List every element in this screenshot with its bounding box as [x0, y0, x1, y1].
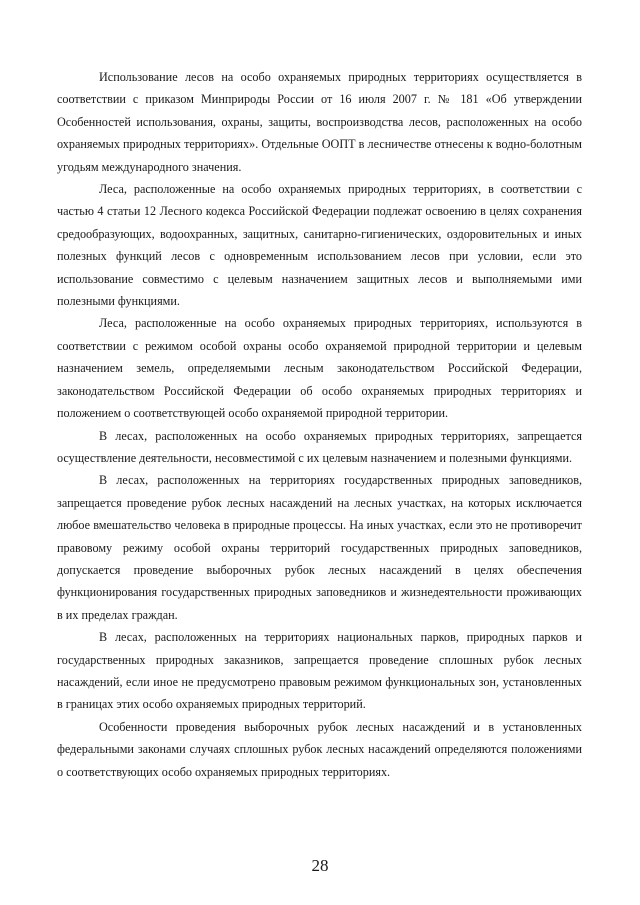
- paragraph-2: Леса, расположенные на особо охраняемых природных территориях, в соответствии с частью 4 статьи 12 Лесного кодекса Российской Федерации подлежат освоению в целях сохранения средообразующих, водоохранных, защитных, санитарно-гигиенических, оздоровительных и иных полезных функций лесов с одновременным использованием лесов при условии, если это использование совместимо с целевым назначением защитных лесов и выполняемыми ими полезными функциями.: [57, 182, 582, 309]
- paragraph-1: Использование лесов на особо охраняемых природных территориях осуществляется в соответствии с приказом Минприроды России от 16 июля 2007 г. № 181 «Об утверждении Особенностей использования, охраны, защиты, воспроизводства лесов, расположенных на особо охраняемых природных территориях». Отдельные ООПТ в лесничестве отнесены к водно-болотным угодьям международного значения.: [57, 70, 582, 174]
- paragraph-7: Особенности проведения выборочных рубок лесных насаждений и в установленных федеральными законами случаях сплошных рубок лесных насаждений определяются положениями о соответствующих особо охраняемых природных территориях.: [57, 719, 582, 779]
- paragraph-5: В лесах, расположенных на территориях государственных природных заповедников, запрещается проведение рубок лесных насаждений на лесных участках, на которых исключается любое вмешательство человека в природные процессы. На иных участках, если это не противоречит правовому режиму особой охраны территорий государственных природных заповедников, допускается проведение выборочных рубок лесных насаждений в целях обеспечения функционирования государственных природных заповедников и жизнедеятельности проживающих в их пределах граждан.: [57, 473, 582, 622]
- document-body: [57, 66, 582, 783]
- paragraph-4: В лесах, расположенных на особо охраняемых природных территориях, запрещается осуществление деятельности, несовместимой с их целевым назначением и полезными функциями.: [57, 428, 582, 465]
- paragraph-6: В лесах, расположенных на территориях национальных парков, природных парков и государственных природных заказников, запрещается проведение сплошных рубок лесных насаждений, если иное не предусмотрено правовым режимом функциональных зон, установленных в границах этих особо охраняемых природных территорий.: [57, 630, 582, 712]
- paragraph-3: Леса, расположенные на особо охраняемых природных территориях, используются в соответствии с режимом особой охраны особо охраняемой природной территории и целевым назначением земель, определяемыми лесным законодательством Российской Федерации, законодательством Российской Федерации об особо охраняемых природных территориях и положением о соответствующей особо охраняемой природной территории.: [57, 316, 582, 421]
- page-number: 28: [311, 856, 329, 875]
